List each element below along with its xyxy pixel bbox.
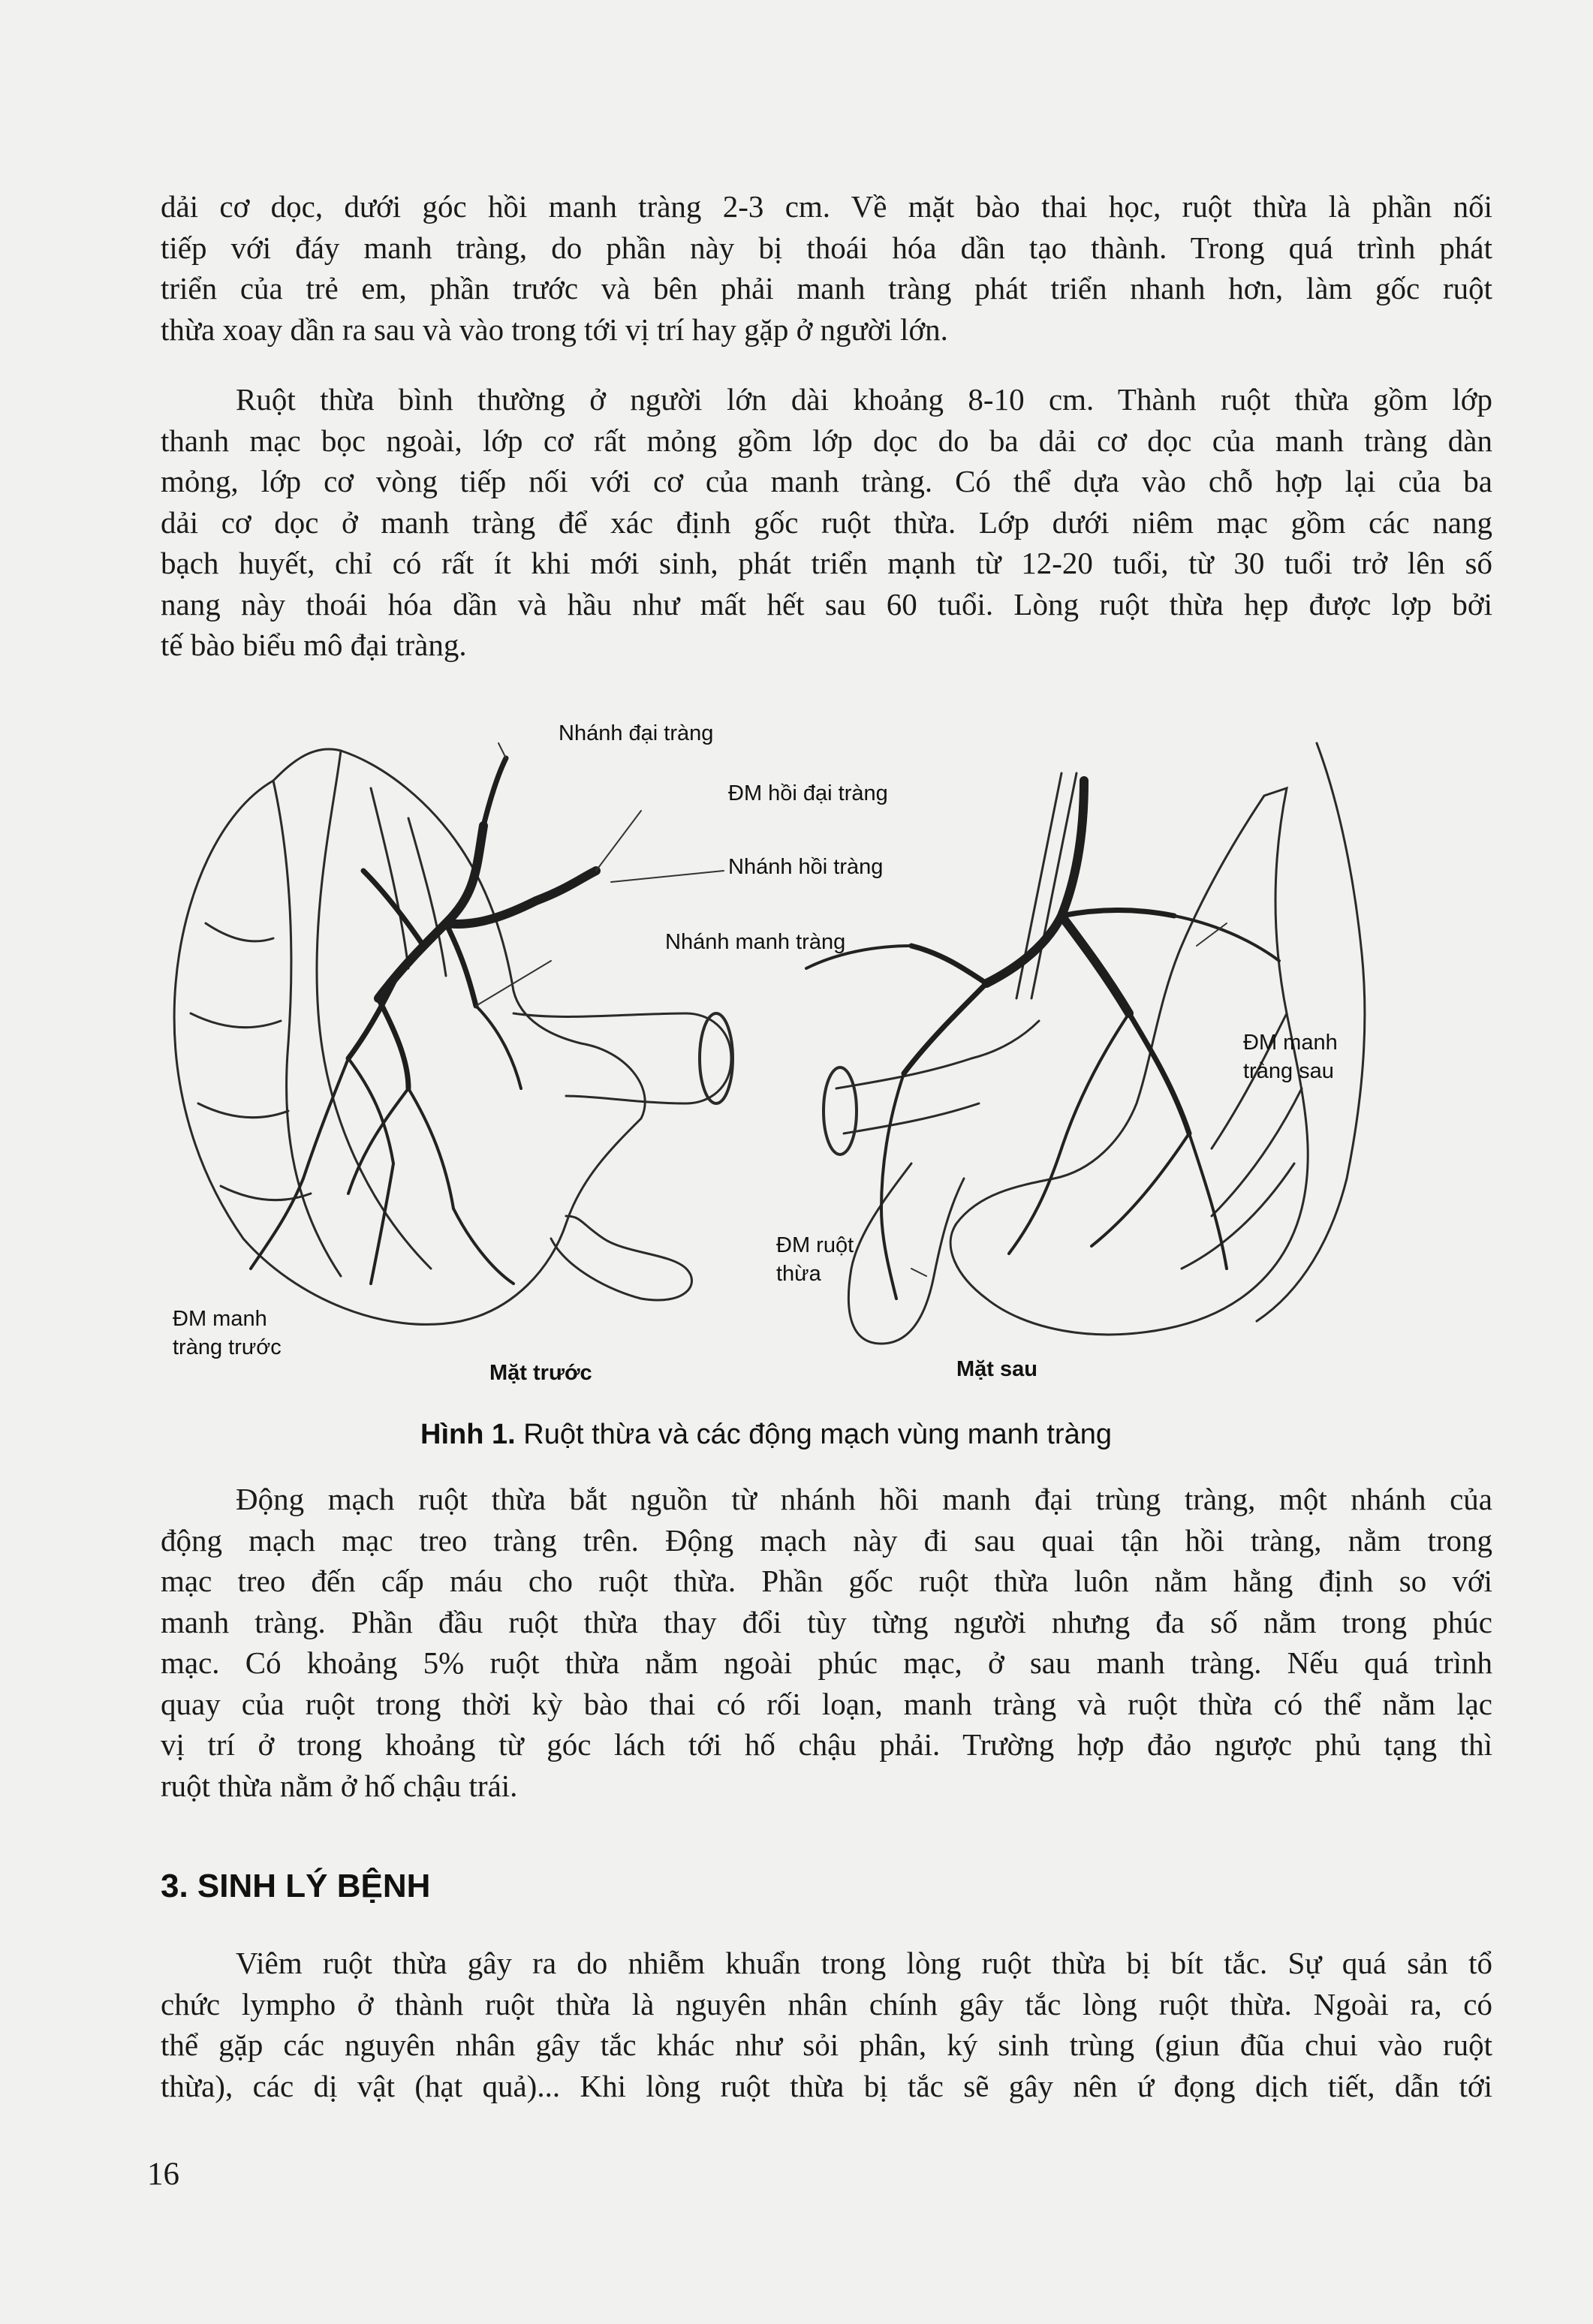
paragraph-structure: [161, 379, 1492, 666]
text-line: chức lympho ở thành ruột thừa là nguyên nhân chính gây tắc lòng ruột thừa. Ngoài ra, có: [161, 1986, 1492, 2021]
label-dm-manh-trang-truoc: ĐM manh tràng trước: [173, 1307, 282, 1359]
text-line: dải cơ dọc ở manh tràng để xác định gốc ruột thừa. Lớp dưới niêm mạc gồm các nang: [161, 504, 1492, 540]
section-heading: 3. SINH LÝ BỆNH: [161, 1868, 431, 1904]
text-line: tiếp với đáy manh tràng, do phần này bị thoái hóa dần tạo thành. Trong quá trình phát: [161, 230, 1492, 265]
text-line: thừa), các dị vật (hạt quả)... Khi lòng ruột thừa bị tắc sẽ gây nên ứ đọng dịch tiết, dẫn tới: [161, 2068, 1492, 2103]
paragraph-embryology: [161, 186, 1492, 350]
label-dm-ruot-thua: ĐM ruột thừa: [776, 1233, 854, 1286]
page-number: 16: [147, 2157, 179, 2192]
label-nhanh-dai-trang: Nhánh đại tràng: [559, 721, 714, 745]
text-line: quay của ruột trong thời kỳ bào thai có rối loạn, manh tràng và ruột thừa có thể nằm lạc: [161, 1686, 1492, 1721]
text-line: tế bào biểu mô đại tràng.: [161, 628, 467, 662]
label-nhanh-hoi-trang: Nhánh hồi tràng: [728, 855, 884, 879]
text-line: triển của trẻ em, phần trước và bên phải manh tràng phát triển nhanh hơn, làm gốc ruột: [161, 271, 1492, 306]
paragraph-artery: [161, 1479, 1492, 1806]
text-line: manh tràng. Phần đầu ruột thừa thay đổi tùy từng người nhưng đa số nằm trong phúc: [161, 1604, 1492, 1639]
appendix-front: [551, 1216, 692, 1300]
paragraph-pathophysiology: [161, 1943, 1492, 2106]
label-dm-hoi-dai-trang: ĐM hồi đại tràng: [728, 781, 888, 805]
ileum-back: [836, 1021, 1039, 1133]
text-line: động mạch mạc treo tràng trên. Động mạch này đi sau quai tận hồi tràng, nằm trong: [161, 1522, 1492, 1558]
text-line: thừa xoay dần ra sau và vào trong tới vị trí hay gặp ở người lớn.: [161, 312, 948, 347]
text-line: vị trí ở trong khoảng từ góc lách tới hố chậu phải. Trường hợp đảo ngược phủ tạng thì: [161, 1727, 1492, 1762]
text-line: thể gặp các nguyên nhân gây tắc khác như sỏi phân, ký sinh trùng (giun đũa chui vào ruột: [161, 2027, 1492, 2062]
text-line: bạch huyết, chỉ có rất ít khi mới sinh, phát triển mạnh từ 12-20 tuổi, từ 30 tuổi trở lên số: [161, 546, 1492, 580]
appendix-back: [848, 1164, 964, 1344]
text-line: mạc. Có khoảng 5% ruột thừa nằm ngoài phúc mạc, ở sau manh tràng. Nếu quá trình: [161, 1645, 1492, 1680]
figure-caption: [420, 1419, 1112, 1451]
text-line: Động mạch ruột thừa bắt nguồn từ nhánh hồi manh đại trùng tràng, một nhánh của: [236, 1482, 1492, 1516]
cecum-front-outline: [174, 749, 645, 1324]
label-mat-sau: Mặt sau: [956, 1357, 1037, 1381]
text-line: nang này thoái hóa dần và hầu như mất hết sau 60 tuổi. Lòng ruột thừa hẹp được lợp bởi: [161, 586, 1492, 622]
label-dm-manh-trang-sau: ĐM manh tràng sau: [1243, 1031, 1338, 1083]
text-line: Ruột thừa bình thường ở người lớn dài khoảng 8-10 cm. Thành ruột thừa gồm lớp: [236, 382, 1492, 417]
caption-label: Hình 1.: [420, 1419, 516, 1450]
text-line: mỏng, lớp cơ vòng tiếp nối với cơ của manh tràng. Có thể dựa vào chỗ hợp lại của ba: [161, 464, 1492, 498]
label-nhanh-manh-trang: Nhánh manh tràng: [665, 930, 846, 954]
text-line: thanh mạc bọc ngoài, lớp cơ rất mỏng gồm lớp dọc do ba dải cơ dọc của manh tràng dàn: [161, 423, 1492, 458]
text-line: dải cơ dọc, dưới góc hồi manh tràng 2-3 cm. Về mặt bào thai học, ruột thừa là phần nối: [161, 189, 1492, 224]
text-line: mạc treo đến cấp máu cho ruột thừa. Phần gốc ruột thừa luôn nằm hằng định so với: [161, 1564, 1492, 1598]
label-mat-truoc: Mặt trước: [489, 1361, 592, 1385]
text-line: ruột thừa nằm ở hố chậu trái.: [161, 1768, 518, 1803]
anatomy-figure: [161, 698, 1500, 1389]
caption-text: Ruột thừa và các động mạch vùng manh tràng: [523, 1419, 1113, 1450]
text-line: Viêm ruột thừa gây ra do nhiễm khuẩn trong lòng ruột thừa bị bít tắc. Sự quá sản tổ: [236, 1946, 1492, 1980]
